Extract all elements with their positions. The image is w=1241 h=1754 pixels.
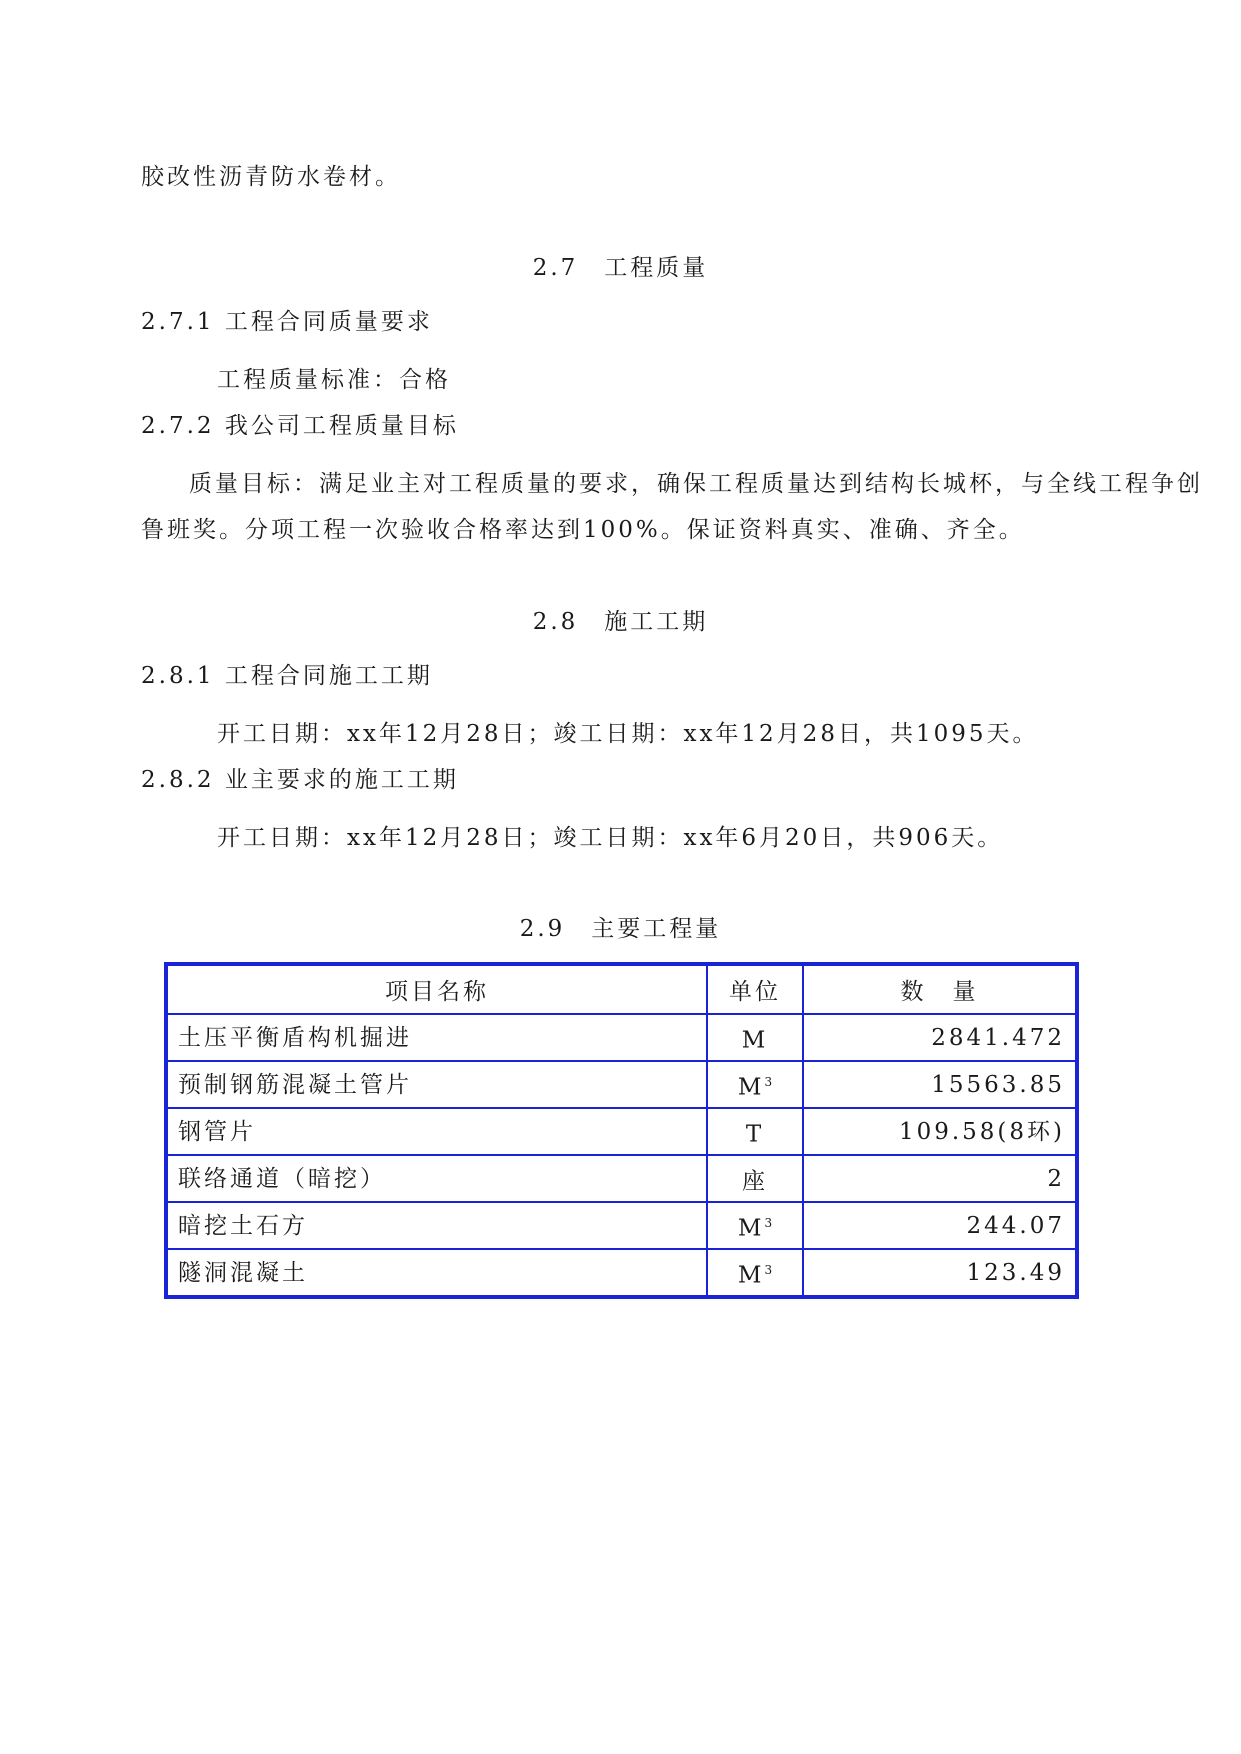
row-quantity: 244.07 (803, 1202, 1077, 1249)
row-name: 土压平衡盾构机掘进 (166, 1014, 707, 1061)
quantities-table (164, 962, 1079, 1299)
subsection-heading-2-7-1: 2.7.1 工程合同质量要求 (141, 309, 433, 335)
quality-goal-paragraph-line2: 鲁班奖。分项工程一次验收合格率达到100%。保证资料真实、准确、齐全。 (141, 517, 1025, 543)
contract-schedule-text: 开工日期：xx年12月28日；竣工日期：xx年12月28日，共1095天。 (217, 721, 1039, 747)
row-name: 联络通道（暗挖） (166, 1155, 707, 1202)
row-unit (707, 1249, 803, 1297)
table-row (166, 1155, 1077, 1202)
row-name: 钢管片 (166, 1108, 707, 1155)
row-unit (707, 1202, 803, 1249)
section-heading-2-7: 2.7 工程质量 (532, 255, 709, 281)
table-row (166, 1014, 1077, 1061)
row-unit (707, 1014, 803, 1061)
table-row (166, 1249, 1077, 1297)
table-row (166, 1061, 1077, 1108)
section-heading-2-8: 2.8 施工工期 (532, 609, 709, 635)
paragraph-continuation: 胶改性沥青防水卷材。 (141, 164, 401, 190)
quality-goal-paragraph-line1: 质量目标：满足业主对工程质量的要求，确保工程质量达到结构长城杯，与全线工程争创 (189, 471, 1203, 497)
unit-text: T (745, 1121, 765, 1148)
header-unit: 单位 (707, 964, 803, 1014)
unit-text: 座 (742, 1168, 768, 1195)
row-unit (707, 1155, 803, 1202)
unit-text: M (737, 1215, 765, 1242)
unit-text: M (737, 1074, 765, 1101)
row-unit (707, 1108, 803, 1155)
row-name: 隧洞混凝土 (166, 1249, 707, 1297)
quality-standard-text: 工程质量标准：合格 (217, 367, 451, 393)
unit-text: M (741, 1027, 769, 1054)
row-quantity: 109.58(8环) (803, 1108, 1077, 1155)
quantities-table-container (164, 962, 1079, 1299)
table-header-row (166, 964, 1077, 1014)
row-quantity: 15563.85 (803, 1061, 1077, 1108)
table-row (166, 1202, 1077, 1249)
header-quantity: 数 量 (803, 964, 1077, 1014)
unit-text: M (737, 1262, 765, 1289)
row-quantity: 123.49 (803, 1249, 1077, 1297)
table-row (166, 1108, 1077, 1155)
unit-superscript: 3 (764, 1074, 773, 1089)
unit-superscript: 3 (764, 1215, 773, 1230)
subsection-heading-2-8-1: 2.8.1 工程合同施工工期 (141, 663, 433, 689)
header-item-name: 项目名称 (166, 964, 707, 1014)
row-name: 预制钢筋混凝土管片 (166, 1061, 707, 1108)
row-unit (707, 1061, 803, 1108)
row-name: 暗挖土石方 (166, 1202, 707, 1249)
section-heading-2-9: 2.9 主要工程量 (519, 916, 722, 942)
row-quantity: 2 (803, 1155, 1077, 1202)
row-quantity: 2841.472 (803, 1014, 1077, 1061)
subsection-heading-2-8-2: 2.8.2 业主要求的施工工期 (141, 767, 459, 793)
owner-schedule-text: 开工日期：xx年12月28日；竣工日期：xx年6月20日，共906天。 (217, 825, 1004, 851)
unit-superscript: 3 (764, 1262, 773, 1277)
subsection-heading-2-7-2: 2.7.2 我公司工程质量目标 (141, 413, 459, 439)
